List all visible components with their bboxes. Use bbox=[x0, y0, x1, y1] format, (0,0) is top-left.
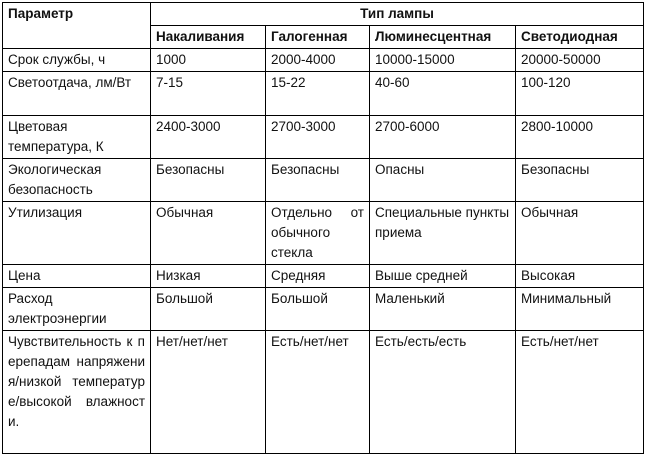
table-row bbox=[3, 288, 644, 331]
row-value-cell: Обычная bbox=[151, 202, 266, 265]
row-value-cell: Есть/есть/есть bbox=[370, 331, 516, 454]
row-value-cell: 1000 bbox=[151, 49, 266, 72]
header-type-halogen: Галогенная bbox=[266, 26, 370, 49]
row-param-cell: Цена bbox=[3, 265, 151, 288]
header-type-fluorescent: Люминесцентная bbox=[370, 26, 516, 49]
row-value-cell: 2800-10000 bbox=[516, 116, 644, 159]
row-value-cell: Нет/нет/нет bbox=[151, 331, 266, 454]
header-lamp-type-cell: Тип лампы bbox=[151, 3, 644, 26]
header-row-1 bbox=[3, 3, 644, 26]
table-row bbox=[3, 49, 644, 72]
row-value-cell: 100-120 bbox=[516, 72, 644, 116]
row-value-cell: Есть/нет/нет bbox=[516, 331, 644, 454]
row-value-cell: 20000-50000 bbox=[516, 49, 644, 72]
row-value-cell: Выше средней bbox=[370, 265, 516, 288]
row-param-cell: Срок службы, ч bbox=[3, 49, 151, 72]
row-value-cell: 2700-6000 bbox=[370, 116, 516, 159]
row-value-cell: 2400-3000 bbox=[151, 116, 266, 159]
row-value-cell: Большой bbox=[151, 288, 266, 331]
row-param-cell: Экологическая безопасность bbox=[3, 159, 151, 202]
header-type-incandescent: Накаливания bbox=[151, 26, 266, 49]
lamp-comparison-table bbox=[2, 2, 644, 454]
row-param-cell: Светоотдача, лм/Вт bbox=[3, 72, 151, 116]
row-value-cell: 2700-3000 bbox=[266, 116, 370, 159]
row-value-cell: 40-60 bbox=[370, 72, 516, 116]
row-value-cell: Обычная bbox=[516, 202, 644, 265]
header-param-cell: Параметр bbox=[3, 3, 151, 49]
row-value-cell: Опасны bbox=[370, 159, 516, 202]
row-value-cell: 7-15 bbox=[151, 72, 266, 116]
row-value-cell: Высокая bbox=[516, 265, 644, 288]
row-value-cell: Безопасны bbox=[151, 159, 266, 202]
row-value-cell: Большой bbox=[266, 288, 370, 331]
row-value-cell: 15-22 bbox=[266, 72, 370, 116]
row-value-cell: 10000-15000 bbox=[370, 49, 516, 72]
row-value-cell: Безопасны bbox=[516, 159, 644, 202]
table-row bbox=[3, 265, 644, 288]
row-value-cell: Низкая bbox=[151, 265, 266, 288]
table-row bbox=[3, 159, 644, 202]
table-row bbox=[3, 331, 644, 454]
row-param-cell: Чувствительность к перепадам напряжения/низкой температуре/высокой влажности. bbox=[3, 331, 151, 454]
row-value-cell: Специальные пункты приема bbox=[370, 202, 516, 265]
table-row bbox=[3, 202, 644, 265]
row-value-cell: Безопасны bbox=[266, 159, 370, 202]
row-param-cell: Утилизация bbox=[3, 202, 151, 265]
header-type-led: Светодиодная bbox=[516, 26, 644, 49]
row-value-cell: Маленький bbox=[370, 288, 516, 331]
row-value-cell: Есть/нет/нет bbox=[266, 331, 370, 454]
row-value-cell: Минимальный bbox=[516, 288, 644, 331]
row-param-cell: Расход электроэнергии bbox=[3, 288, 151, 331]
table-row bbox=[3, 72, 644, 116]
row-value-cell: Отдельно от обычного стекла bbox=[266, 202, 370, 265]
row-param-cell: Цветовая температура, К bbox=[3, 116, 151, 159]
table-row bbox=[3, 116, 644, 159]
row-value-cell: 2000-4000 bbox=[266, 49, 370, 72]
row-value-cell: Средняя bbox=[266, 265, 370, 288]
